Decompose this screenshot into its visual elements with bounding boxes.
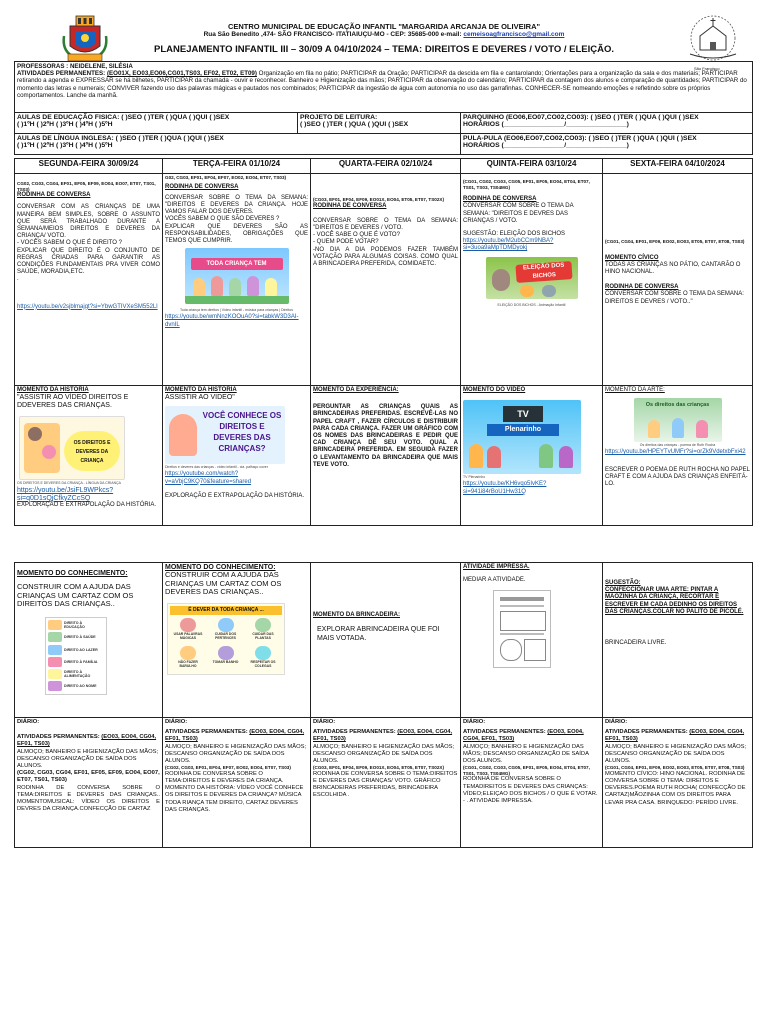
- wed-brincadeira-text: EXPLORAR ABRINCADEIRA QUE FOI MAIS VOTADA.: [317, 626, 440, 643]
- tue-codes: G02, CG03, EF01, EF04, EF07, EO02, EO04, ET07, TS03): [165, 175, 287, 180]
- thu-ativ-label: ATIVIDADES PERMANENTES:: [463, 729, 546, 736]
- thu-video: [461, 386, 603, 526]
- fri-arte-thumbnail-title: Os direitos das crianças: [645, 402, 710, 409]
- tue-diario-label: DIÁRIO:: [165, 719, 188, 725]
- day-monday: SEGUNDA-FEIRA 30/09/24: [15, 159, 163, 174]
- school-name: CENTRO MUNICIPAL DE EDUCAÇÃO INFANTIL "MARGARIDA ARCANJA DE OLIVEIRA": [227, 22, 541, 31]
- deveres-poster-title: É DEVER DA TODA CRIANÇA ...: [170, 606, 282, 615]
- thu-rodinha: [461, 174, 603, 386]
- neighborhood-logo: [682, 12, 744, 68]
- mon-rodinha: [15, 174, 163, 386]
- wed-ativ-label: ATIVIDADES PERMANENTES:: [313, 729, 396, 736]
- thu-plenarinho-title: Plenarinho: [487, 424, 559, 436]
- tue-conhecimento-title: MOMENTO DO CONHECIMENTO:: [165, 564, 276, 571]
- mon-codes: CG02, CG03, CG04, EF01, EF05, EF09, EO04, EO07, ET07, TS01, TS03): [17, 181, 156, 192]
- school-email-link[interactable]: cemeisoagfrancisco@gmail.com: [463, 31, 565, 38]
- mon-diario-codes2: (CG02, CG03, CG04, EF01, EF05, EF09, EO04, EO07, ET07, TS01, TS03): [17, 770, 160, 784]
- tue-rodinha: [163, 174, 311, 386]
- mon-historia-after: EXPLORAÇÃO E EXTRAPOLAÇÃO DA HISTÓRIA.: [17, 502, 157, 509]
- mon-historia: [15, 386, 163, 526]
- mon-diario: [15, 718, 163, 848]
- tue-historia-thumbnail[interactable]: [165, 406, 285, 464]
- wed-experiencia-text: PERGUNTAR AS CRIANÇAS QUAIS AS BRINCADEIRAS PREFERIDAS. ESCREVÊ-LAS NO PAPEL CRAFT , FAZER CÍRCULOS E DISTRIBUIR PARA CADA CRIANÇA. FAZER UM GRÁFICO COM OS NOMES DAS BRINCADEIRAS E PEDIR QUE CAD CRIANÇA DÊ SEU VOTO. QUAL A BRINCADEIRA PREFERIDA. EM SEGUIDA FAZER O LEVANTAMENTO DA BRINCADEIRA QUE MAIS TEVE VOTO.: [313, 404, 458, 468]
- day-thursday: QUINTA-FEIRA 03/10/24: [461, 159, 603, 174]
- fri-arte: [603, 386, 753, 526]
- mon-ativ-codes: (EO03, EO04, CG04, EF01, TS03): [17, 734, 157, 748]
- tue-diario-text1: ALMOÇO; BANHEIRO E HIGIENIZAÇÃO DAS MÃOS; DESCANSO ORGANIZAÇÃO DE SAÍDA DOS ALUNOS.: [165, 743, 307, 765]
- historia-row: [15, 386, 753, 526]
- fri-diario-text2: MOMENTO CÍVICO: HINO NACIONAL. RODINHA DE CONVERSA SOBRE O TEMA: DIREITOS E DEVERES.POEMA RUTH ROCHA( CONFECÇÃO DE CARTAZ)MÃOZINHA COM OS DIREITOS PARA LEVAR PRA CASA. BRINQUEDO: PERÍDO LIVRE.: [605, 770, 746, 806]
- wed-diario-codes2: (CG03, EF01, EF04, EF09, EO01X, EO04, ET05, ET07, TS02X): [313, 765, 444, 771]
- thu-ativ-codes: (EO03, EO04, CG04, EF01, TS03): [463, 729, 584, 743]
- fri-arte-title: MOMENTO DA ARTE:: [605, 387, 665, 393]
- conhecimento-row: [15, 563, 753, 718]
- thu-suggestion: SUGESTÃO: ELEIÇÃO DOS BICHOS: [463, 231, 566, 237]
- thu-rodinha-text: CONVERSAR COM SOBRE O TEMA DA SEMANA: "DIREITOS E DEVRES DAS CRIANÇAS / VOTO.: [463, 203, 574, 224]
- direitos-poster-item: DIREITO À FAMÍLIA: [48, 656, 102, 667]
- tue-diario: [163, 718, 311, 848]
- mon-rodinha-title: RODINHA DE CONVERSA: [17, 192, 91, 199]
- rodinha-row: [15, 174, 753, 386]
- mon-historia-text: "ASSISTIR AO VÍDEO DIREITOS E DDEVERES DAS CRIANÇAS.: [17, 394, 129, 410]
- worksheet-image: [493, 590, 551, 668]
- deveres-poster-item: CUIDAR DAS PLANTAS: [245, 617, 281, 644]
- thu-codes: (CG01, CG02, CG03, CG05, EF01, EF05, EO04, ET04, ET07, TS01, TS03, TS04MG): [463, 179, 590, 190]
- tue-video-thumbnail[interactable]: [185, 248, 289, 304]
- fri-ativ-codes: (EO03, EO04, CG04, EF01, TS03): [605, 729, 745, 743]
- permanent-activities: ATIVIDADES PERMANENTES: (EO01X, EO03,EO06,CG01,TS03, EF02, ET02, ET09) Organização em fila no pátio; PARTICIPAR da Oração; PARTICIPAR da descida em fila e cantarolando; Orientações para a organização da sala e dos materiais; PARTICIPAR retirando a agenda e EXPRESSAR se há bilhetes, PARTICIPAR da chamada - ouvir e reconhecer. Banheiro e Higienização das mãos; PARTICIPAR da observação do calendário; PARTICIPAR da contagem dos alunos e comparação de quantidades; PARTICIPAR do momento das letras e numerais; CONVIVER fazendo uso das palavras mágicas e pautados nos combinados; PARTICIPAR da ingestão de água com autonomia no uso das garrafinhas. CONHECER-SE nomeando emoções e refletindo sobre os próprios comportamentos. Lanche da manhã.: [17, 70, 747, 99]
- day-wednesday: QUARTA-FEIRA 02/10/24: [311, 159, 461, 174]
- direitos-poster-item: DIREITO AO LAZER: [48, 644, 102, 655]
- tue-conhecimento: [163, 563, 311, 718]
- day-tuesday: TERÇA-FEIRA 01/10/24: [163, 159, 311, 174]
- wed-rodinha-text: CONVERSAR SOBRE O TEMA DA SEMANA: "DIREITOS E DEVERES / VOTO. - VOCÊ SABE O QUE É VOTO? - QUEM PODE VOTAR? -NO DIA A DIA PODEMOS FAZER TAMBÉM VOTAÇÃO PARA ALGUMAS COISAS. COMO QUAL A BRINCADEIRA PREFERIDA, COMIDAETC.: [313, 217, 458, 268]
- thu-thumbnail-caption: ELEIÇÃO DOS BICHOS - Animação Infantil: [497, 302, 566, 307]
- wed-diario-text1: ALMOÇO; BANHEIRO E HIGIENIZAÇÃO DAS MÃOS; DESCANSO ORGANIZAÇÃO DE SAÍDA DOS ALUNOS.: [313, 743, 455, 765]
- thu-impressa-text: MEDIAR A ATIVIDADE.: [463, 577, 526, 584]
- ed-fisica-cell: AULAS DE EDUCAÇÃO FISICA: ( )SEO ( )TER ( )QUA ( )QUI ( )SEX ( )1ºH ( )2ºH ( )3ºH ( )4ºH ( )5ºH: [15, 113, 298, 134]
- tue-conhecimento-text: CONSTRUIR COM A AJUDA DAS CRIANÇAS UM CARTAZ COM OS DEVERES DAS CRIANÇAS..: [165, 570, 282, 597]
- fri-sugestao-title: SUGESTÃO:: [605, 580, 641, 586]
- fri-sugestao: [603, 563, 753, 718]
- info-table: [14, 61, 753, 155]
- direitos-poster-item: DIREITO AO NOME: [48, 681, 102, 692]
- deveres-poster-item: NÃO FAZER BARULHO: [170, 645, 206, 672]
- tue-historia-title: MOMENTO DA HISTÓRIA: [165, 387, 237, 393]
- right-logo-caption: São Francisco: [694, 66, 720, 71]
- lower-table: [14, 562, 753, 848]
- fri-arte-thumbnail[interactable]: [634, 398, 722, 442]
- ingles-cell: AULAS DE LÍNGUA INGLESA: ( )SEO ( )TER ( )QUA ( )QUI ( )SEX ( )1ºH ( )2ºH ( )3ºH ( )4ºH ( )5ºH: [15, 134, 461, 155]
- tue-ativ-codes: (EO03, EO04, CG04, EF01, TS03): [165, 729, 305, 743]
- fri-arte-after: ESCREVER O POEMA DE RUTH ROCHA NO PAPEL CRAFT E COM A AJUDA DAS CRIANÇAS ENFEITÁ-LO.: [605, 466, 750, 488]
- week-table: [14, 158, 753, 526]
- wed-ativ-codes: (EO03, EO04, CG04, EF01, TS03): [313, 729, 453, 743]
- direitos-poster-image: [45, 617, 107, 695]
- fri-rodinha-text: CONVERSAR COM SOBRE O TEMA DA SEMANA: DIREITOS E DEVRES / VOTO..": [605, 291, 744, 305]
- direitos-poster-item: DIREITO À ALIMENTAÇÃO: [48, 669, 102, 680]
- page-title: PLANEJAMENTO INFANTIL III – 30/09 A 04/10/2024 – TEMA: DIREITOS E DEVERES / VOTO / ELEIÇÃO.: [154, 44, 614, 55]
- fri-sugestao-after: BRINCADEIRA LIVRE.: [605, 640, 667, 647]
- tue-diario-codes2: (CG02, CG03, EF01, EF04, EF07, EO02, EO04, ET07, TS03): [165, 765, 291, 771]
- tue-video-link[interactable]: https://youtu.be/wmNnzKOOuA0?si=tabkW3D3AI-dvnIL: [165, 314, 299, 328]
- fri-arte-thumbnail-caption: Os direitos das crianças - poema de Ruth Rocha: [639, 443, 716, 448]
- thu-video-link[interactable]: https://youtu.be/M2ubCCm9NBA?si=3uoa9aMpTDMDyokj: [463, 238, 554, 252]
- day-friday: SEXTA-FEIRA 04/10/2024: [603, 159, 753, 174]
- tue-historia-after: EXPLORAÇÃO E EXTRAPOLAÇÃO DA HISTÓRIA.: [165, 492, 305, 499]
- thu-diario-text1: ALMOÇO; BANHEIRO E HIGIENIZAÇÃO DAS MÃOS; DESCANSO ORGANIZAÇÃO DE SAÍDA DOS ALUNOS.: [463, 743, 589, 765]
- diario-row: [15, 718, 753, 848]
- mon-historia-link[interactable]: https://youtu.be/JsiFL9WPkcs?si=q0D1sQjCfkyZCcSQ: [17, 487, 114, 502]
- professors-cell: [15, 62, 753, 113]
- tue-rodinha-text: CONVERSAR SOBRE O TEMA DA SEMANA: "DIREITOS E DEVERES DA CRIANÇA. HOJE VAMOS FALAR DOS DEVERES. VOCÊS SABEM O QUE SÃO DEVERES ? EXPLICAR QUE DEVERES SÃO AS RESPONSABILIDADES, OBRIGAÇÕES QUE TEMOS QUE CUMPRIR.: [165, 194, 308, 245]
- tue-historia-thumbnail-title: VOCÊ CONHECE OS DIREITOS E DEVERES DAS CRIANÇAS?: [202, 411, 282, 454]
- wed-rodinha: [311, 174, 461, 386]
- fri-arte-link[interactable]: https://youtu.be/HPEYTvUMFr?si=orZk9VdetxbFxi42: [605, 449, 746, 456]
- fri-sugestao-text: CONFECCIONAR UMA ARTE: PINTAR A MÃOZINHA DA CRIANÇA, RECORTAR E ESCREVER EM CADA DEDINHO OS DIREITOS DAS CRIANÇAS.COLAR NO PALITO DE PICOLÉ.: [605, 587, 744, 615]
- tue-ativ-label: ATIVIDADES PERMANENTES:: [165, 729, 248, 736]
- day-header-row: [15, 159, 753, 174]
- mon-thumbnail-title: OS DIREITOS E DEVERES DA CRIANÇA: [64, 431, 120, 471]
- mon-rodinha-text: CONVERSAR COM AS CRIANÇAS DE UMA MANEIRA BEM SIMPLES, SOBRE O ASSUNTO QUE SERÁ TRABALHADO DURANTE A SEMANA/MEIOS DIREITOS E DEVERES DA CRIANÇA/ VOTO. - VOCÊS SABEM O QUE É DIREITO ? EXPLICAR QUE DIREITO É O CONJUNTO DE REGRAS CRIADAS PARA GARANTIR AS CONDIÇÕES FUNDAMENTAIS PRA VIVER COMO SAÚDE, MORADIA,ETC. .: [17, 204, 160, 283]
- thu-video-title: MOMENTO DO VIDEO: [463, 387, 526, 393]
- thu-impressa-title: ATIVIDADE IMPRESSA.: [463, 564, 530, 570]
- wed-experiencia: [311, 386, 461, 526]
- wed-codes: (CG03, EF01, EF04, EF09, EO01X, EO04, ET05, ET07, TS02X): [313, 197, 444, 202]
- fri-civico-text: TODAS AS CRIANÇAS NO PÁTIO, CANTARÃO O HINO NACIONAL.: [605, 261, 741, 275]
- school-crest-logo: [60, 12, 110, 64]
- thu-diario: [461, 718, 603, 848]
- mon-diario-text2: RODINHA DE CONVERSA SOBRE O TEMA:DIREITOS E DEVERES DAS CRIANÇAS.. MOMENTOMUSICAL: VÍDEO OS DIREITOS E DEVRES DA CRIANÇA.CONFECÇÃO DE CARTAZ: [17, 784, 160, 813]
- thu-thumbnail-title: ELEIÇÃO DOS BICHOS: [515, 261, 572, 283]
- pula-pula-cell: PULA-PULA (EO06,EO07,CO02,CO03): ( )SEO ( )TER ( )QUA ( )QUI ( )SEX HORÁRIOS (________________/________________): [461, 134, 753, 155]
- mon-video-link[interactable]: https://youtu.be/v2sjblmajgt?si=YbwGTIVXeSM552Ll: [17, 303, 158, 310]
- thu-diario-label: DIÁRIO:: [463, 719, 486, 725]
- deveres-poster-item: CUIDAR DOS PERTENCES: [208, 617, 244, 644]
- school-address: Rua São Benedito ,474- SÃO FRANCISCO- ITATIAIUÇU-MO - CEP: 35685-000 e-mail: cemeisoagfrancisco@gmail.com: [203, 31, 565, 38]
- mon-diario-text1: ALMOÇO; BANHEIRO E HIGIENIZAÇÃO DAS MÃOS; DESCANSO ORGANIZAÇÃO DE SAÍDA DOS ALUNOS.: [17, 748, 159, 770]
- thu-diario-text2: RODINHA DE CONVERSA SOBRE O TEMADIREITOS E DEVERES DAS CRIANÇAS: VÍDEO;ELEIÇAO DOS BICHOS / O QUE É VOTAR. - . ATIVIDADE IMPRESSA.: [463, 776, 598, 805]
- fri-diario-label: DIÁRIO:: [605, 719, 628, 725]
- thu-video-thumbnail[interactable]: [486, 257, 578, 299]
- deveres-poster-item: RESPEITAR OS COLEGAS: [245, 645, 281, 672]
- mon-conhecimento-title: MOMENTO DO CONHECIMENTO:: [17, 570, 128, 577]
- fri-diario-text1: ALMOÇO; BANHEIRO E HIGIENIZAÇÃO DAS MÃOS; DESCANSO ORGANIZAÇÃO DE SAÍDA DOS ALUNOS.: [605, 743, 747, 765]
- mon-conhecimento-text: CONSTRUIR COM A AJUDA DAS CRIANÇAS UM CARTAZ COM OS DIREITOS DAS CRIANÇAS..: [17, 582, 134, 609]
- mon-ativ-label: ATIVIDADES PERMANENTES:: [17, 734, 100, 741]
- wed-diario-label: DIÁRIO:: [313, 719, 336, 725]
- mon-video-thumbnail[interactable]: [19, 416, 125, 480]
- fri-rodinha-title: RODINHA DE CONVERSA: [605, 284, 679, 291]
- fri-codes: (CG01, CG04, EF01, EF09, EO02, EO03, ET05, ET07, ET08, TS03): [605, 239, 745, 244]
- direitos-poster-item: DIREITO À SAÚDE: [48, 632, 102, 643]
- tue-thumbnail-caption: Toda criança tem direitos | Vídeo infantil - música para crianças | Direitos: [180, 308, 293, 313]
- deveres-poster-image: [167, 603, 285, 675]
- parquinho-cell: PARQUINHO (EO06,EO07,CO02,CO03): ( )SEO ( )TER ( )QUA ( )QUI ( )SEX HORÁRIOS (________________/________________): [461, 113, 753, 134]
- tue-rodinha-title: RODINHA DE CONVERSA: [165, 183, 239, 190]
- fri-diario-codes2: (CG01, CG04, EF01, EF09, EO02, EO03, ET05, ET07, ET08, TS03): [605, 765, 745, 771]
- projeto-leitura-cell: PROJETO DE LEITURA: ( )SEO ( )TER ( )QUA ( )QUI ( )SEX: [298, 113, 461, 134]
- wed-brincadeira: [311, 563, 461, 718]
- fri-civico-title: MOMENTO CÍVICO: [605, 254, 659, 261]
- deveres-poster-item: USAR PALAVRAS MÁGICAS: [170, 617, 206, 644]
- thu-diario-codes2: (CG01, CG02, CG03, CG05, EF01, EF05, EO04, ET04, ET07, TS01, TS03, TS04MG): [463, 765, 590, 776]
- tue-historia: [163, 386, 311, 526]
- professors-label: PROFESSORAS : NEIDELENE, SILÉSIA: [17, 63, 133, 70]
- fri-ativ-label: ATIVIDADES PERMANENTES:: [605, 729, 688, 736]
- wed-diario: [311, 718, 461, 848]
- thu-plenarinho-caption: TV Plenarinho: [463, 475, 486, 480]
- direitos-poster-item: DIREITO À EDUCAÇÃO: [48, 620, 102, 631]
- mon-diario-label: DIÁRIO:: [17, 719, 40, 725]
- thu-video-link-2[interactable]: https://youtu.be/KH6vqo5IvKE?si=941i84rBoU1Hw31Q: [463, 481, 547, 495]
- fri-rodinha: [603, 174, 753, 386]
- fri-diario: [603, 718, 753, 848]
- tue-historia-thumbnail-caption: Direitos e deveres das crianças - vídeo infantil - cia. palhaço cover: [165, 465, 268, 470]
- deveres-poster-item: TOMAR BANHO: [208, 645, 244, 672]
- mon-historia-title: MOMENTO DA HISTÓRIA: [17, 387, 89, 393]
- wed-brincadeira-title: MOMENTO DA BRINCADEIRA:: [313, 612, 400, 618]
- mon-thumbnail-caption: OS DIREITOS E DEVERES DA CRIANÇA - LÍNGUA DA CRIANÇA: [17, 481, 121, 486]
- wed-experiencia-title: MOMENTO DA EXPERIÊNCIA:: [313, 387, 399, 393]
- wed-diario-text2: RODINHA DE CONVERSA SOBRE O TEMA:DIREITOS E DEVERES DAS CRIANÇAS/ VOTO. GRÁFICO BRINCADEIRAS PREFERIDAS, BRINCADEIRA ESCOLHIDA .: [313, 770, 458, 799]
- mon-conhecimento: [15, 563, 163, 718]
- thu-rodinha-title: RODINHA DE CONVERSA: [463, 196, 537, 203]
- thu-impressa: [461, 563, 603, 718]
- tue-historia-text: ASSISTIR AO VIDEO": [165, 394, 235, 402]
- tue-historia-link[interactable]: https://youtube.com/watch?v=aVbjC9KQ70&feature=shared: [165, 471, 252, 485]
- tue-diario-text2: RODINHA DE CONVERSA SOBRE O TEMA:DIREITOS E DEVERES DA CRIANÇA. MOMENTO DA HISTÓRIA: VÍDEO VOCÊ CONHECE OS DIREITOS E DEVERES DA CRIANÇA? MÚSICA TODA RIANÇA TEM DIREITO, CARTAZ DEVERES DAS CRIANÇAS.: [165, 770, 304, 813]
- wed-rodinha-title: RODINHA DE CONVERSA: [313, 202, 387, 209]
- tue-thumbnail-title: TODA CRIANÇA TEM: [191, 258, 283, 270]
- thu-plenarinho-thumbnail[interactable]: TV Plenarinho: [463, 400, 581, 474]
